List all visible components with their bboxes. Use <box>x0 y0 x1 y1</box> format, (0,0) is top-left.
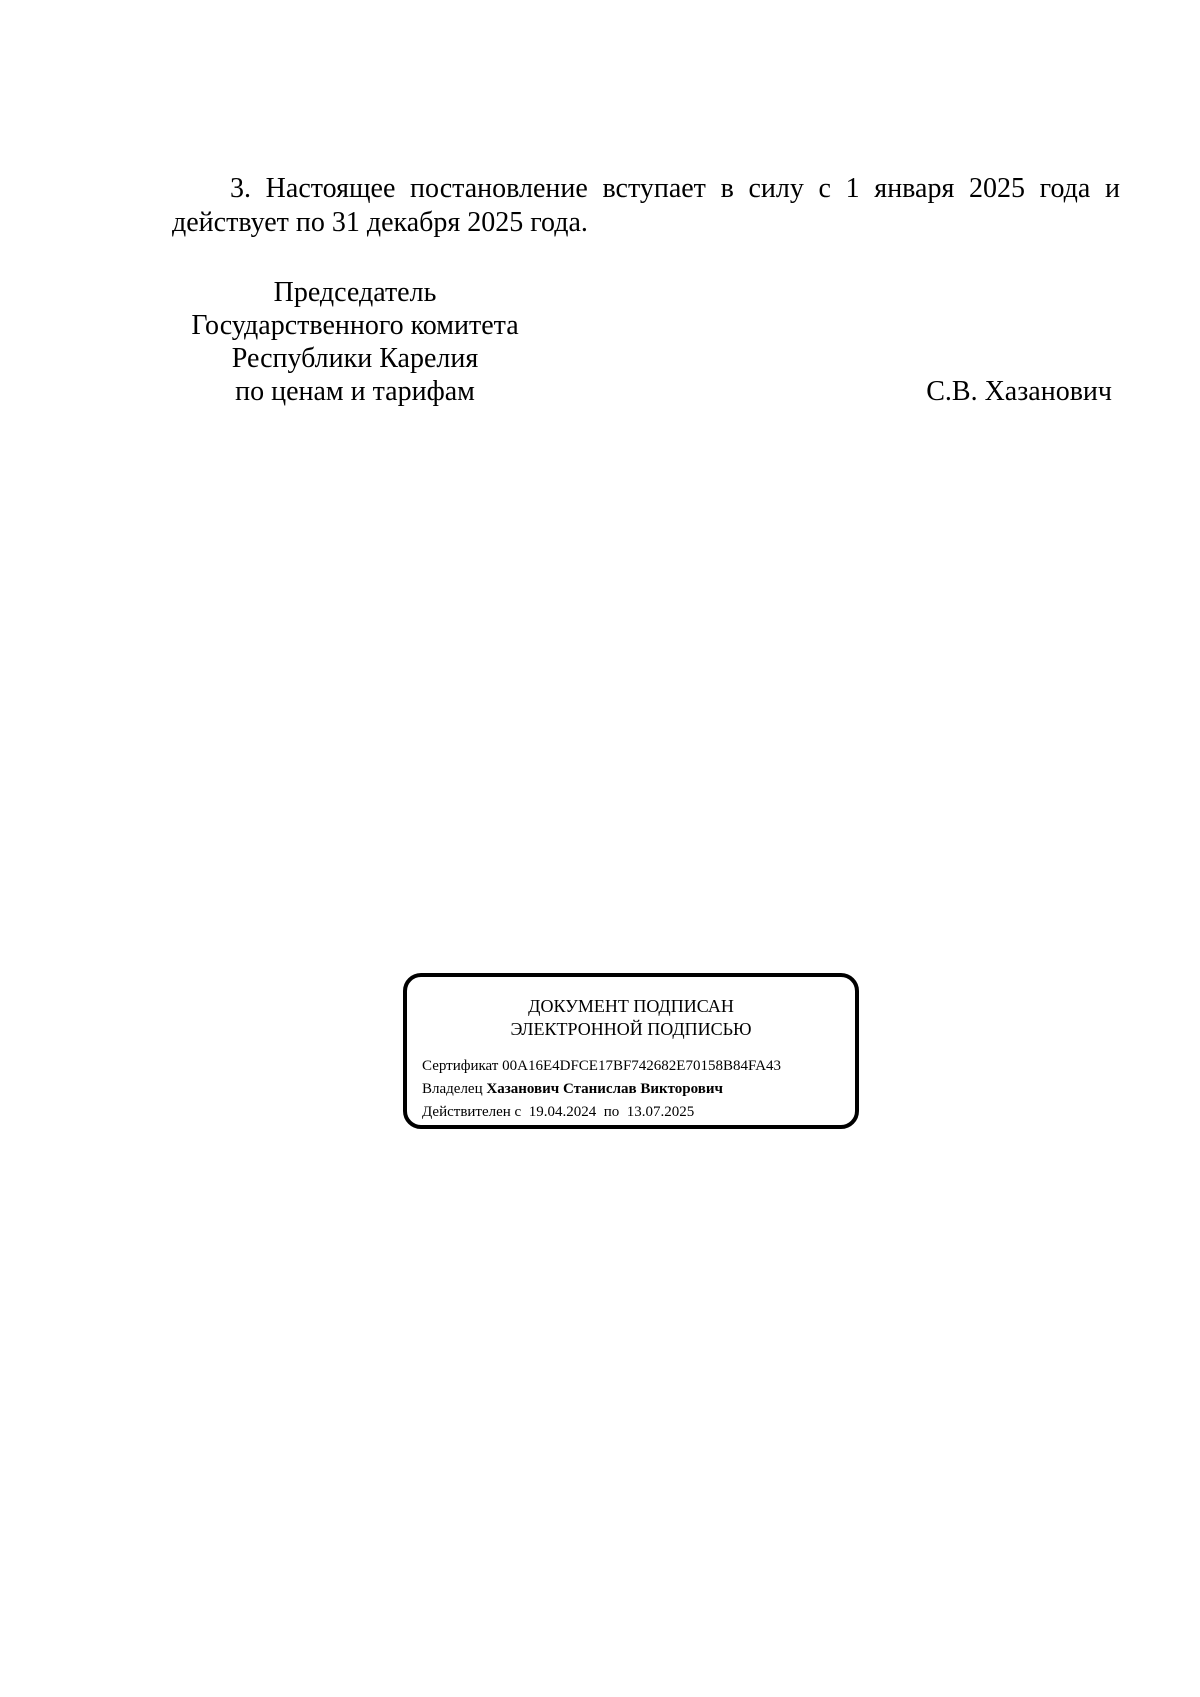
certificate-label: Сертификат <box>422 1058 499 1074</box>
owner-value: Хазанович Станислав Викторович <box>486 1081 723 1097</box>
stamp-certificate-line <box>422 1056 781 1076</box>
stamp-owner-line <box>422 1079 723 1099</box>
valid-to: 13.07.2025 <box>626 1104 695 1120</box>
signatory-name: С.В. Хазанович <box>926 376 1112 407</box>
valid-label: Действителен с <box>422 1104 522 1120</box>
signatory-position-line: Председатель <box>273 277 437 308</box>
paragraph-line-2: действует по 31 декабря 2025 года. <box>172 207 588 238</box>
signatory-position-line: Республики Карелия <box>231 343 479 374</box>
valid-to-label: по <box>603 1104 620 1120</box>
signatory-position <box>160 276 550 408</box>
valid-from: 19.04.2024 <box>528 1104 597 1120</box>
signatory-position-line: Государственного комитета <box>191 310 519 341</box>
stamp-title-line-1: ДОКУМЕНТ ПОДПИСАН <box>528 996 734 1016</box>
stamp-title-line-2: ЭЛЕКТРОННОЙ ПОДПИСЬЮ <box>510 1019 752 1039</box>
paragraph-line-1: 3. Настоящее постановление вступает в силу с 1 января 2025 года и <box>230 173 1120 204</box>
stamp-validity-line <box>422 1102 694 1122</box>
electronic-signature-stamp <box>403 973 859 1129</box>
certificate-value: 00A16E4DFCE17BF742682E70158B84FA43 <box>502 1058 782 1074</box>
owner-label: Владелец <box>422 1081 483 1097</box>
signatory-position-line: по ценам и тарифам <box>235 376 475 407</box>
